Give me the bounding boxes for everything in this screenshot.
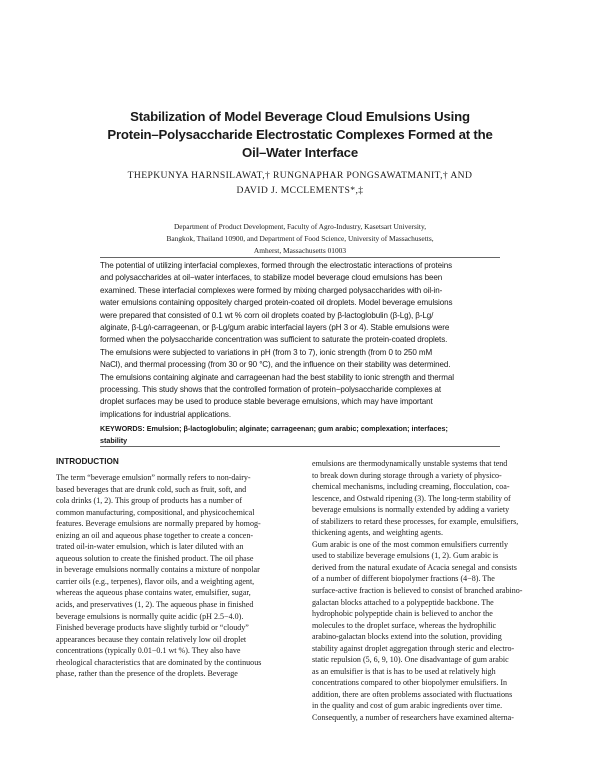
abstract-line: processing. This study shows that the controlled formation of protein−polysaccharide complexes at xyxy=(100,385,442,395)
body-text-line: carrier oils (e.g., terpenes), flavor oils, and a weighting agent, xyxy=(56,576,255,586)
abstract-bottom-rule xyxy=(100,446,500,447)
body-text-line: to break down during storage through a variety of physico- xyxy=(312,470,502,480)
body-text-line: addition, there are often problems associated with fluctuations xyxy=(312,689,513,699)
body-text-line: used to stabilize beverage emulsions (1, 2). Gum arabic is xyxy=(312,551,499,561)
author-line: THEPKUNYA HARNSILAWAT,† RUNGNAPHAR PONGSAWATMANIT,† AND xyxy=(127,170,473,181)
body-text-line: beverage emulsions is normally extended by adding a variety xyxy=(312,505,510,515)
title-line: Oil–Water Interface xyxy=(242,145,358,160)
body-text-line: rheological characteristics that are dominated by the continuous xyxy=(56,657,262,667)
body-text-line: phase, rather than the presence of the droplets. Beverage xyxy=(56,669,238,679)
abstract-line: NaCl), and thermal processing (from 30 or 90 °C), and the influence on their stability was determined. xyxy=(100,360,451,370)
keywords xyxy=(100,423,500,447)
title-line: Stabilization of Model Beverage Cloud Emulsions Using xyxy=(130,109,470,124)
abstract-line: alginate, β-Lg/ι-carrageenan, or β-Lg/gum arabic interfacial layers (pH 3 or 4). Stable emulsions were xyxy=(100,323,450,333)
section-heading-introduction: INTRODUCTION xyxy=(56,457,119,466)
body-text-line: stability against droplet aggregation through steric and electro- xyxy=(312,643,515,653)
abstract-text xyxy=(100,260,500,421)
body-text-line: derived from the natural exudate of Acacia senegal and consists xyxy=(312,562,517,572)
body-text-line: surface-active fraction is believed to consist of branched arabino- xyxy=(312,586,523,596)
body-text-line: acids, and preservatives (1, 2). The aqueous phase in finished xyxy=(56,600,254,610)
affiliations xyxy=(90,221,510,257)
body-text-line: concentrations (typically 0.01−0.1 wt %). They also have xyxy=(56,646,241,656)
body-text-line: Consequently, a number of researchers have examined alterna- xyxy=(312,713,514,723)
affiliation-line: Department of Product Development, Faculty of Agro-Industry, Kasetsart University, xyxy=(173,222,427,231)
body-text-line: cola drinks (1, 2). This group of products has a number of xyxy=(56,496,243,506)
abstract-line: examined. These interfacial complexes were formed by mixing charged polysaccharides with oil-in- xyxy=(100,285,443,295)
body-text-line: aqueous solution to create the finished product. The oil phase xyxy=(56,553,254,563)
body-text-line: trated oil-in-water emulsion, which is later diluted with an xyxy=(56,542,244,552)
right-column-body xyxy=(312,458,558,724)
body-text-line: as an emulsifier is that is has to be used at relatively high xyxy=(312,666,496,676)
body-text-line: hydrophobic polypeptide chain is believed to anchor the xyxy=(312,609,493,619)
abstract-line: implications for industrial applications. xyxy=(100,409,231,419)
body-text-line: common manufacturing, compositional, and physicochemical xyxy=(56,507,255,517)
body-text-line: molecules to the droplet surface, whereas the hydrophilic xyxy=(312,620,497,630)
body-text-line: features. Beverage emulsions are normally prepared by homog- xyxy=(56,519,261,529)
abstract-line: were prepared that consisted of 0.1 wt % corn oil droplets coated by β-lactoglobulin (β-Lg), β-Lg/ xyxy=(100,310,434,320)
author-list xyxy=(60,169,540,198)
abstract-line: formed when the polysaccharide concentration was sufficient to saturate the protein-coated droplets. xyxy=(100,335,448,345)
body-text-line: in beverage emulsions normally contains a mixture of nonpolar xyxy=(56,565,260,575)
body-text-line: beverage emulsions is normally quite acidic (pH 2.5−4.0). xyxy=(56,611,244,621)
left-column-body xyxy=(56,472,302,680)
body-text-line: of a number of different biopolymer fractions (4−8). The xyxy=(312,574,495,584)
keywords-line: KEYWORDS: Emulsion; β-lactoglobulin; alginate; carrageenan; gum arabic; complexation; interfaces; xyxy=(100,424,448,433)
body-text-line: of stabilizers to retard these processes, for example, emulsifiers, xyxy=(312,516,519,526)
body-text-line: lescence, and Ostwald ripening (3). The long-term stability of xyxy=(312,493,511,503)
affiliation-line: Amherst, Massachusetts 01003 xyxy=(253,246,347,255)
affiliation-line: Bangkok, Thailand 10900, and Department of Food Science, University of Massachusetts, xyxy=(166,234,434,243)
keywords-line: stability xyxy=(100,436,128,445)
body-text-line: whereas the aqueous phase contains water, emulsifier, sugar, xyxy=(56,588,251,598)
body-text-line: based beverages that are drunk cold, such as fruit, soft, and xyxy=(56,484,247,494)
abstract-line: The emulsions containing alginate and carrageenan had the best stability to ionic strength and thermal xyxy=(100,372,454,382)
abstract-line: water emulsions containing oppositely charged protein-coated oil droplets. Model beverage emulsions xyxy=(100,298,453,308)
title-line: Protein–Polysaccharide Electrostatic Complexes Formed at the xyxy=(107,127,493,142)
author-line: DAVID J. MCCLEMENTS*,‡ xyxy=(236,184,364,196)
body-text-line: concentrations compared to other biopolymer emulsifiers. In xyxy=(312,678,508,688)
body-text-line: The term “beverage emulsion” normally refers to non-dairy- xyxy=(56,473,251,482)
body-text-line: enizing an oil and aqueous phase together to create a concen- xyxy=(56,530,254,540)
article-title xyxy=(60,108,540,162)
body-text-line: Finished beverage products have slightly turbid or “cloudy” xyxy=(56,623,249,633)
body-text-line: thickening agents, and weighting agents. xyxy=(312,528,443,538)
abstract xyxy=(100,257,500,421)
body-text-line: arabino-galactan blocks extend into the solution, providing xyxy=(312,632,502,642)
body-text-line: Gum arabic is one of the most common emulsifiers currently xyxy=(312,539,508,549)
abstract-line: The potential of utilizing interfacial complexes, formed through the electrostatic interactions of proteins xyxy=(100,261,453,270)
body-text-line: in the quality and cost of gum arabic ingredients over time. xyxy=(312,701,503,711)
body-text-line: galactan blocks attached to a polypeptide backbone. The xyxy=(312,597,494,607)
abstract-line: and polysaccharides at oil−water interfaces, to stabilize model beverage cloud emulsions has been xyxy=(100,273,443,283)
abstract-line: droplet surfaces may be used to produce stable beverage emulsions, which may have important xyxy=(100,397,433,407)
body-text-line: chemical mechanisms, including creaming, flocculation, coa- xyxy=(312,482,510,492)
body-text-line: emulsions are thermodynamically unstable systems that tend xyxy=(312,459,508,468)
body-text-line: appearances because they contain relatively low oil droplet xyxy=(56,634,247,644)
abstract-line: The emulsions were subjected to variations in pH (from 3 to 7), ionic strength (from 0 to 250 mM xyxy=(100,347,433,357)
body-text-line: static repulsion (5, 6, 9, 10). One disadvantage of gum arabic xyxy=(312,655,509,665)
